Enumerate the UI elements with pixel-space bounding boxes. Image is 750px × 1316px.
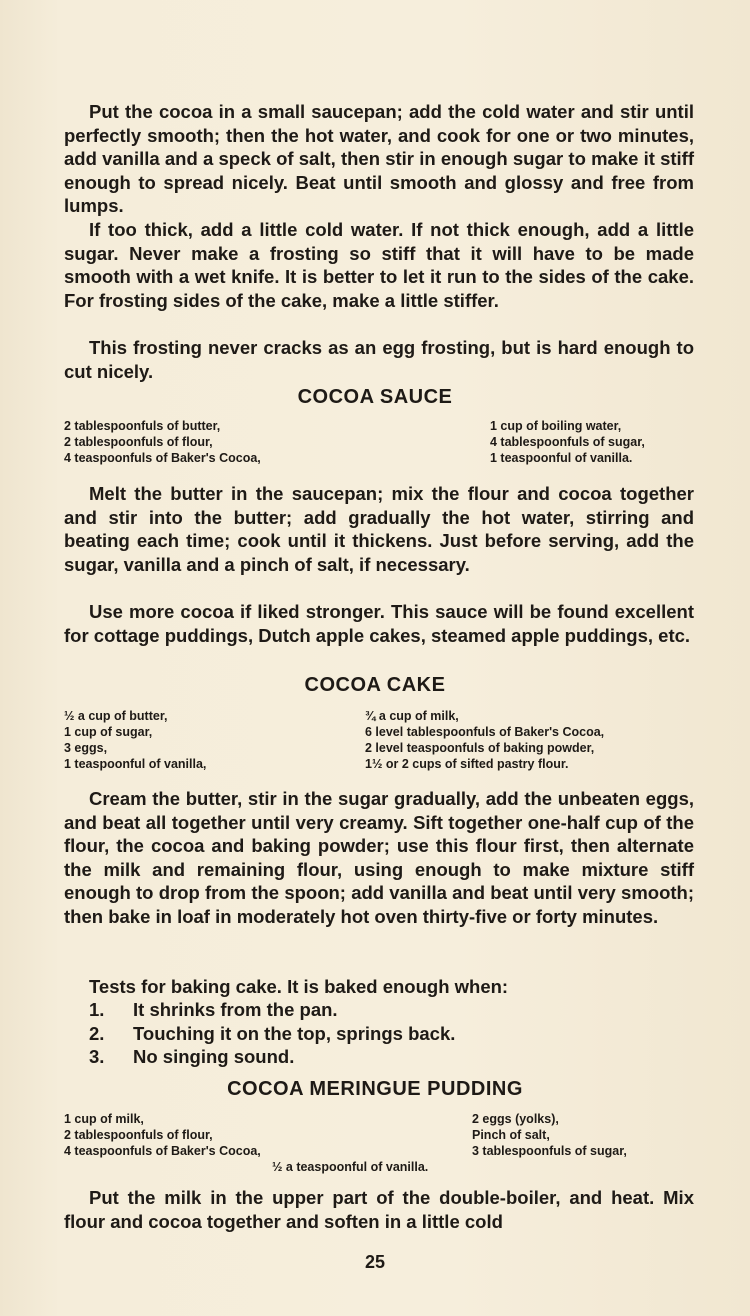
ingredient-item: 6 level tablespoonfuls of Baker's Cocoa, [365, 725, 605, 739]
ingredient-item: 2 tablespoonfuls of flour, [64, 1128, 213, 1142]
paragraph-cake-tests: Tests for baking cake. It is baked enough when: [89, 976, 509, 997]
page-number: 25 [364, 1252, 386, 1272]
heading-cocoa-sauce: COCOA SAUCE [297, 386, 453, 408]
ingredient-item: 1 cup of boiling water, [490, 419, 622, 433]
ingredient-item: 1½ or 2 cups of sifted pastry flour. [365, 757, 569, 771]
paragraph-cake-method: Cream the butter, stir in the sugar gradually, add the unbeaten eggs, and beat all together until very creamy. Sift together one-half cup of the flour, the cocoa and baking powder; use this flour first, then alternate the milk and remaining flour, using enough to make mixture stiff enough to drop from the spoon; add vanilla and beat until very smooth; then bake in loaf in moderately hot oven thirty-five or forty minutes. [64, 788, 694, 927]
ingredient-item: 4 tablespoonfuls of sugar, [490, 435, 645, 449]
ingredient-item: 4 teaspoonfuls of Baker's Cocoa, [64, 451, 261, 465]
ingredient-item: 2 level teaspoonfuls of baking powder, [365, 741, 595, 755]
ingredient-item: 3 eggs, [64, 741, 108, 755]
ingredient-item: ¾ a cup of milk, [365, 709, 459, 723]
ingredient-item: 1 teaspoonful of vanilla, [64, 757, 207, 771]
ingredient-item: 2 tablespoonfuls of flour, [64, 435, 213, 449]
ingredient-item: 3 tablespoonfuls of sugar, [472, 1144, 627, 1158]
ingredient-item: 1 cup of milk, [64, 1112, 144, 1126]
ingredient-item: Pinch of salt, [472, 1128, 550, 1142]
paragraph-frosting-note: This frosting never cracks as an egg frosting, but is hard enough to cut nicely. [64, 337, 694, 382]
test-text: It shrinks from the pan. [133, 999, 338, 1020]
test-text: No singing sound. [133, 1046, 295, 1067]
ingredient-item: 2 tablespoonfuls of butter, [64, 419, 221, 433]
paragraph-frosting-consistency: If too thick, add a little cold water. If not thick enough, add a little sugar. Never make a frosting so stiff that it will have to be made smooth with a wet knife. It is better to let it run to the sides of the cake. For frosting sides of the cake, make a little stiffer. [64, 219, 694, 311]
paragraph-sauce-serving: Use more cocoa if liked stronger. This sauce will be found excellent for cottage puddings, Dutch apple cakes, steamed apple puddings, etc. [64, 601, 694, 646]
test-number: 2. [89, 1023, 105, 1044]
test-number: 1. [89, 999, 105, 1020]
test-number: 3. [89, 1046, 105, 1067]
heading-cocoa-meringue-pudding: COCOA MERINGUE PUDDING [227, 1078, 523, 1100]
ingredient-item: ½ a teaspoonful of vanilla. [272, 1160, 429, 1174]
ingredient-item: 1 cup of sugar, [64, 725, 153, 739]
paragraph-pudding-method: Put the milk in the upper part of the double-boiler, and heat. Mix flour and cocoa together and soften in a little cold [64, 1187, 694, 1232]
heading-cocoa-cake: COCOA CAKE [304, 674, 446, 696]
ingredient-item: ½ a cup of butter, [64, 709, 168, 723]
paragraph-frosting-method: Put the cocoa in a small saucepan; add the cold water and stir until perfectly smooth; then the hot water, and cook for one or two minutes, add vanilla and a speck of salt, then stir in enough sugar to make it stiff enough to spread nicely. Beat until smooth and glossy and free from lumps. [64, 101, 694, 216]
ingredient-item: 4 teaspoonfuls of Baker's Cocoa, [64, 1144, 261, 1158]
test-text: Touching it on the top, springs back. [133, 1023, 456, 1044]
ingredient-item: 1 teaspoonful of vanilla. [490, 451, 633, 465]
ingredient-item: 2 eggs (yolks), [472, 1112, 559, 1126]
paragraph-sauce-method: Melt the butter in the saucepan; mix the flour and cocoa together and stir into the butter; add gradually the hot water, stirring and beating each time; cook until it thickens. Just before serving, add the sugar, vanilla and a pinch of salt, if necessary. [64, 483, 694, 575]
